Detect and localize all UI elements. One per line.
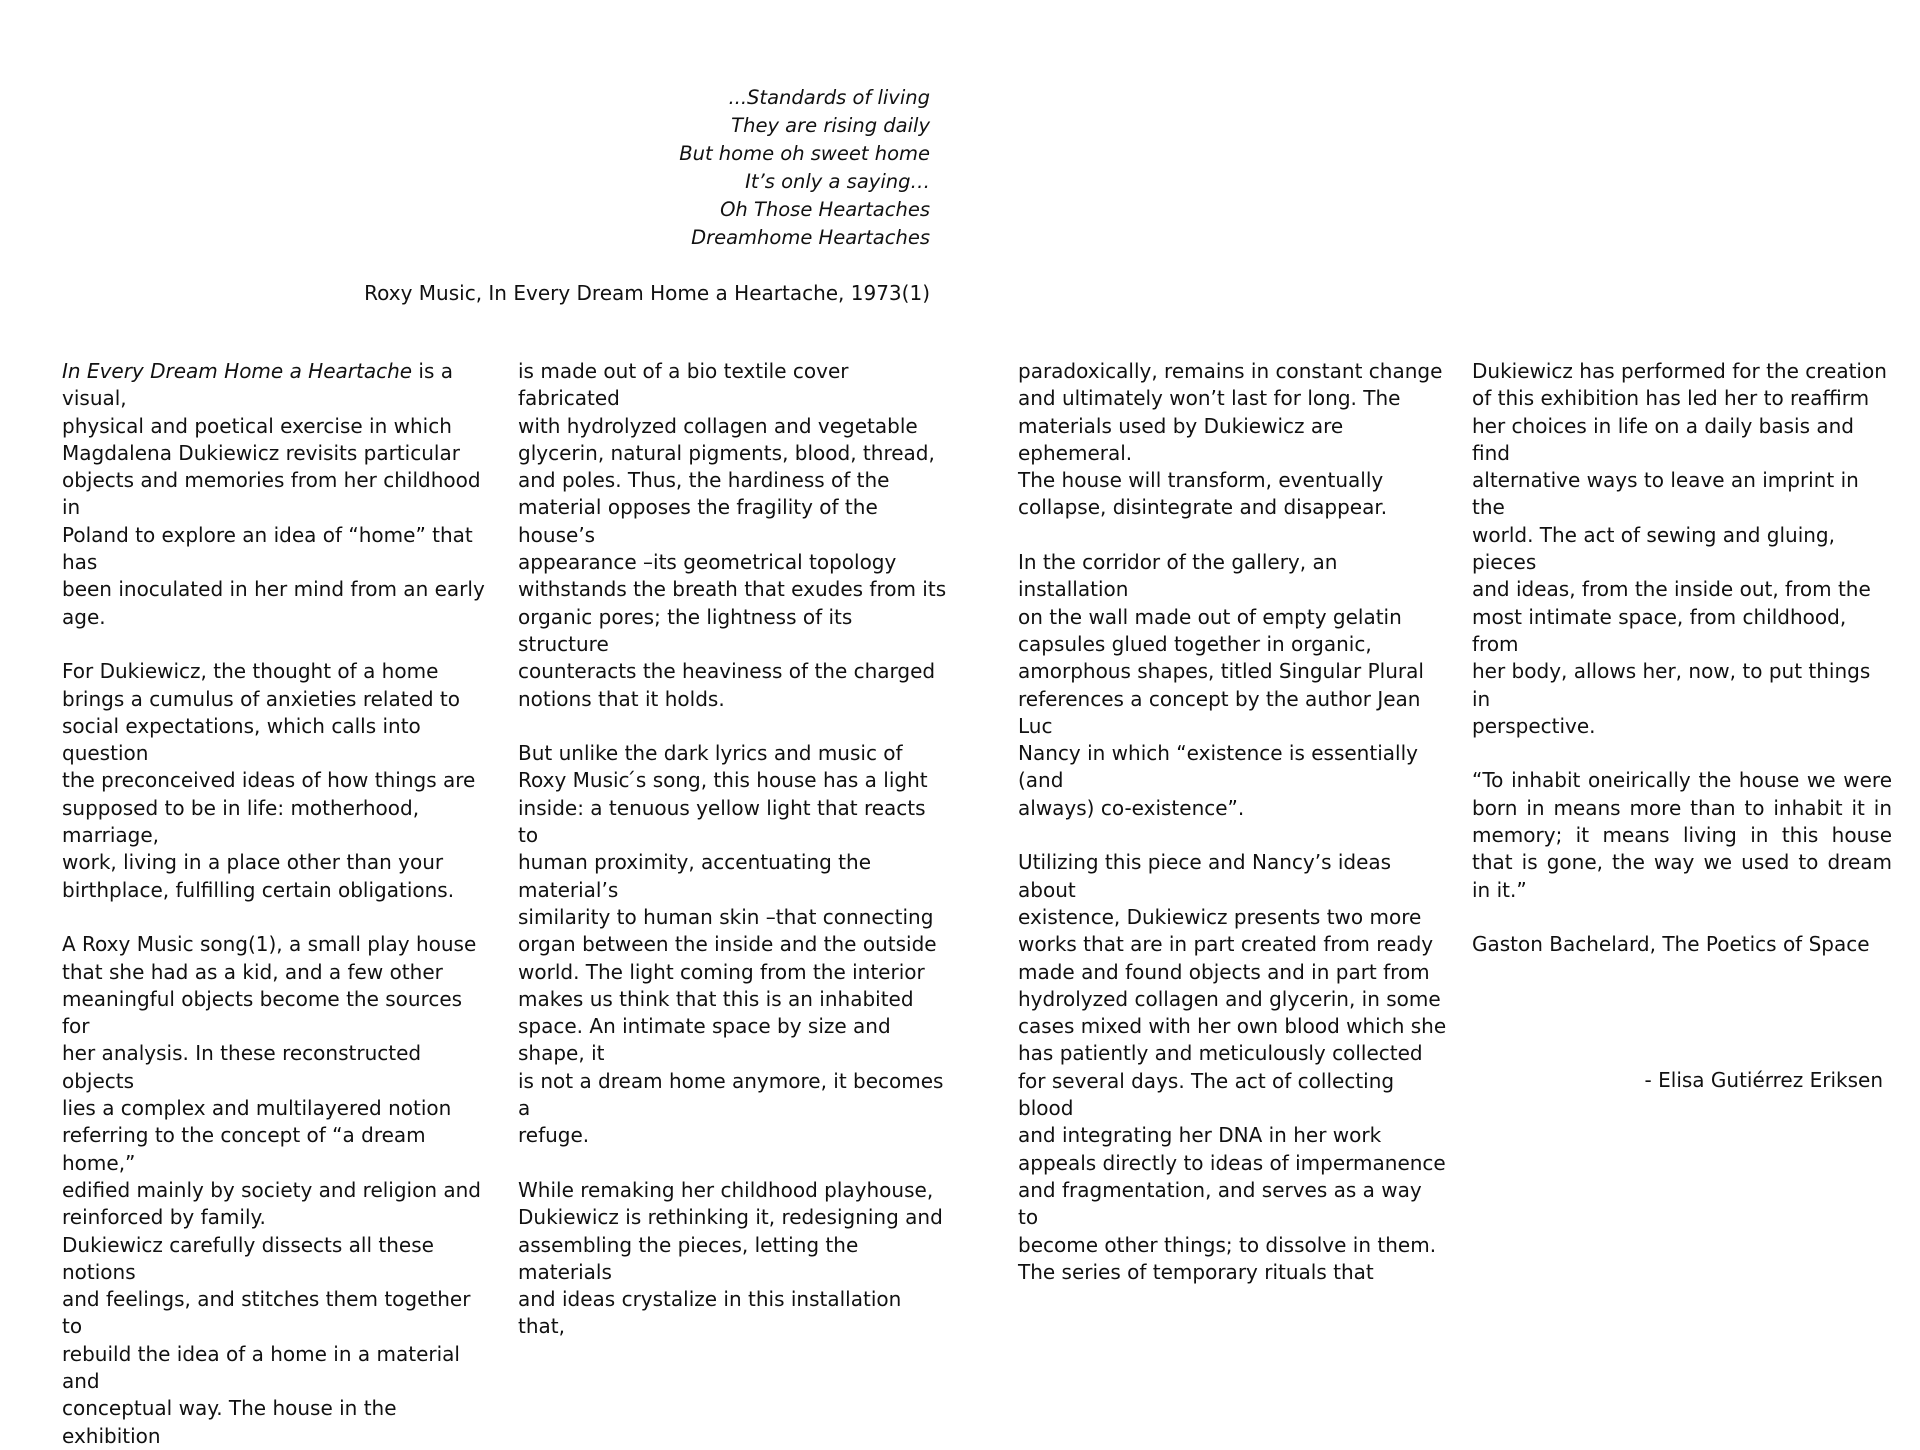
paragraph: Utilizing this piece and Nancy’s ideas about existence, Dukiewicz presents two more works that are in part created from ready made and found objects and in part from hydrolyzed collagen and glycerin, in some cases mixed with her own blood which she has patiently and meticulously collected for several days. The act of collecting blood and integrating her DNA in her work appeals directly to ideas of impermanence and fragmentation, and serves as a way to become other things; to dissolve in them. The series of temporary rituals that bbox=[1018, 850, 1447, 1284]
epigraph-line-1: ...Standards of living bbox=[728, 86, 930, 109]
exhibition-title: In Every Dream Home a Heartache bbox=[62, 359, 413, 383]
paragraph: Dukiewicz has performed for the creation of this exhibition has led her to reaffirm her choices in life on a daily basis and find alternative ways to leave an imprint in the world. The act of sewing and gluing, pieces and ideas, from the inside out, from the most intimate space, from childhood, from her body, allows her, now, to put things in perspective. bbox=[1472, 359, 1887, 738]
epigraph-line-6: Dreamhome Heartaches bbox=[691, 226, 930, 249]
text-column-3 bbox=[1018, 358, 1448, 1286]
text-column-2 bbox=[518, 358, 948, 1341]
bachelard-quote: “To inhabit oneirically the house we were born in means more than to inhabit it in memory; it means living in this house that is gone, the way we used to dream in it.” bbox=[1472, 768, 1892, 902]
epigraph-line-2: They are rising daily bbox=[731, 114, 930, 137]
quote-source: Gaston Bachelard, The Poetics of Space bbox=[1472, 932, 1870, 957]
paragraph: While remaking her childhood playhouse, Dukiewicz is rethinking it, redesigning and assembling the pieces, letting the materials and ideas crystalize in this installation that, bbox=[518, 1177, 943, 1339]
epigraph-line-5: Oh Those Heartaches bbox=[720, 198, 930, 221]
text-column-1 bbox=[62, 358, 492, 1450]
paragraph: But unlike the dark lyrics and music of Roxy Music ́s song, this house has a light inside: a tenuous yellow light that reacts to human proximity, accentuating the material’s similarity to human skin –that connecting organ between the inside and the outside world. The light coming from the interior makes us think that this is an inhabited space. An intimate space by size and shape, it is not a dream home anymore, it becomes a refuge. bbox=[518, 741, 944, 1148]
text-column-4 bbox=[1472, 358, 1892, 959]
paragraph: paradoxically, remains in constant change and ultimately won’t last for long. The materials used by Dukiewicz are ephemeral. The house will transform, eventually collapse, disintegrate and disappear. bbox=[1018, 359, 1443, 520]
epigraph-credit: Roxy Music, In Every Dream Home a Heartache, 1973(1) bbox=[364, 281, 930, 305]
paragraph bbox=[62, 358, 492, 631]
paragraph-text: is a visual, physical and poetical exercise in which Magdalena Dukiewicz revisits particular objects and memories from her childhood in Poland to explore an idea of “home” that has been inoculated in her mind from an early age. bbox=[62, 359, 485, 629]
author-signature: - Elisa Gutiérrez Eriksen bbox=[1644, 1068, 1883, 1092]
paragraph: In the corridor of the gallery, an installation on the wall made out of empty gelatin capsules glued together in organic, amorphous shapes, titled Singular Plural references a concept by the author Jean Luc Nancy in which “existence is essentially (and always) co-existence”. bbox=[1018, 550, 1424, 820]
paragraph: is made out of a bio textile cover fabricated with hydrolyzed collagen and vegetable glycerin, natural pigments, blood, thread, and poles. Thus, the hardiness of the material opposes the fragility of the house’s appearance –its geometrical topology withstands the breath that exudes from its organic pores; the lightness of its structure counteracts the heaviness of the charged notions that it holds. bbox=[518, 359, 947, 711]
paragraph: A Roxy Music song(1), a small play house that she had as a kid, and a few other meaningful objects become the sources for her analysis. In these reconstructed objects lies a complex and multilayered notion referring to the concept of “a dream home,” edified mainly by society and religion and reinforced by family. bbox=[62, 932, 482, 1230]
epigraph-line-3: But home oh sweet home bbox=[679, 142, 930, 165]
song-epigraph bbox=[230, 84, 930, 252]
paragraph: For Dukiewicz, the thought of a home brings a cumulus of anxieties related to social expectations, which calls into question the preconceived ideas of how things are supposed to be in life: motherhood, marriage, work, living in a place other than your birthplace, fulfilling certain obligations. bbox=[62, 659, 476, 902]
paragraph: Dukiewicz carefully dissects all these notions and feelings, and stitches them together to rebuild the idea of a home in a material and conceptual way. The house in the exhibition bbox=[62, 1232, 471, 1448]
epigraph-line-4: It’s only a saying… bbox=[745, 170, 930, 193]
